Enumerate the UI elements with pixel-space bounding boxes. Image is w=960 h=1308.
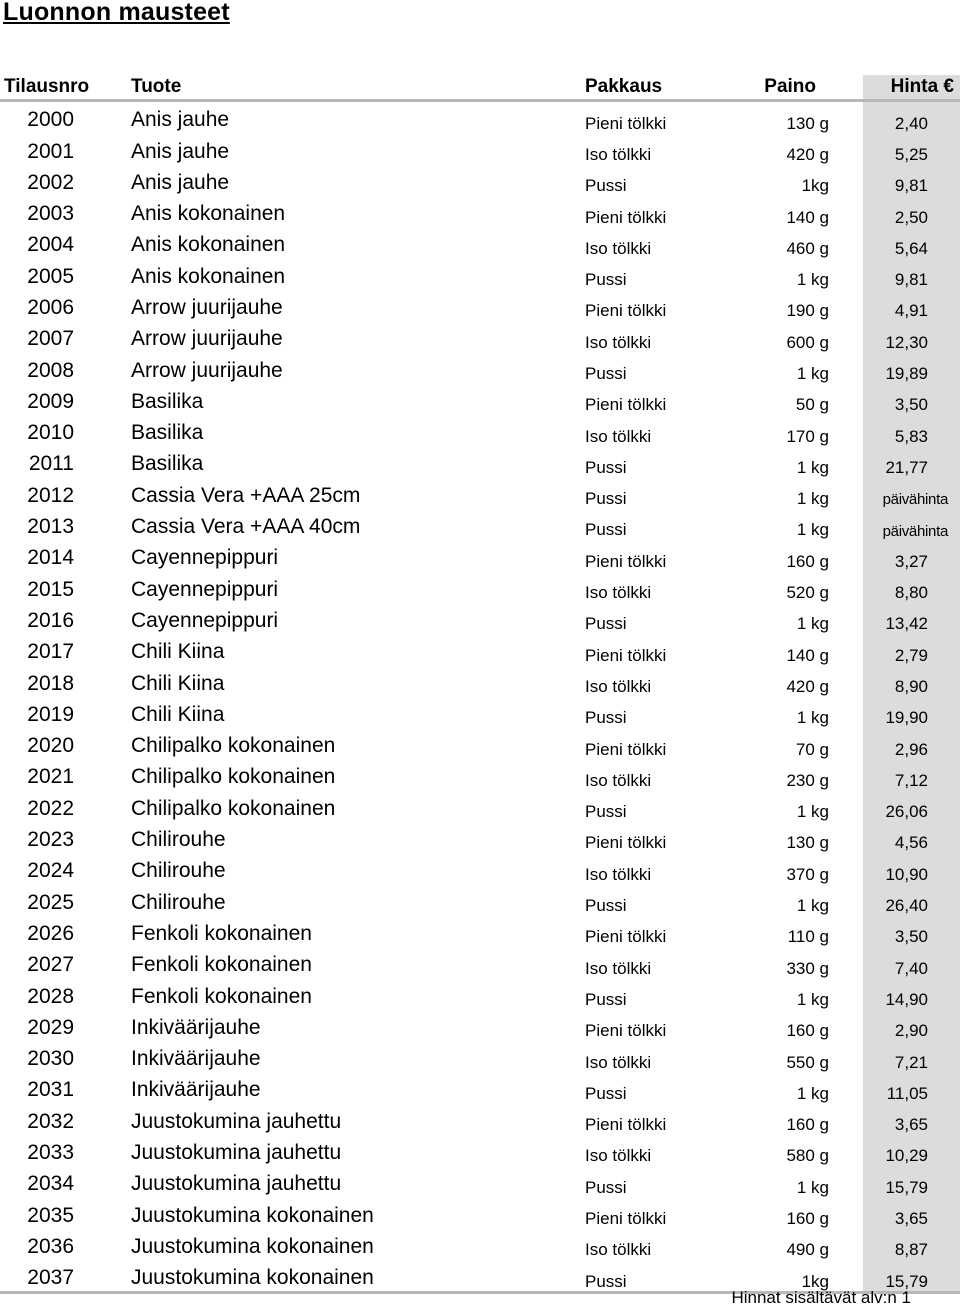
table-row <box>0 446 960 477</box>
weight-cell: 490 g <box>786 1240 829 1260</box>
price-cell: 14,90 <box>863 978 960 1009</box>
weight-cell: 1 kg <box>796 708 829 728</box>
table-row <box>0 1104 960 1135</box>
package-cell: Pieni tölkki <box>585 645 667 665</box>
order-no-cell: 2010 <box>27 421 74 445</box>
price-cell: 4,56 <box>863 822 960 853</box>
table-row <box>0 634 960 665</box>
product-cell: Cayennepippuri <box>131 546 279 570</box>
table-row <box>0 415 960 446</box>
weight-cell: 1kg <box>735 1260 863 1293</box>
price-cell: 8,87 <box>863 1229 960 1260</box>
header-product: Tuote <box>129 75 583 101</box>
weight-cell: 160 g <box>786 1209 829 1228</box>
weight-cell: 130 g <box>786 113 829 133</box>
product-cell: Juustokumina jauhettu <box>131 1109 342 1133</box>
price-cell: 19,89 <box>863 352 960 383</box>
price-cell: päivähinta <box>863 509 960 540</box>
package-cell: Pieni tölkki <box>585 207 667 227</box>
package-cell: Iso tölkki <box>585 238 652 258</box>
package-cell: Iso tölkki <box>585 1146 652 1166</box>
price-cell: 3,27 <box>863 540 960 571</box>
table-row <box>0 352 960 383</box>
header-order-no: Tilausnro <box>0 75 129 101</box>
table-row <box>0 1010 960 1041</box>
product-cell: Juustokumina jauhettu <box>131 1141 342 1164</box>
order-no-cell: 2004 <box>27 233 74 257</box>
price-cell: 7,12 <box>863 759 960 790</box>
order-no-cell: 2019 <box>27 702 74 726</box>
table-row <box>0 947 960 978</box>
package-cell: Pieni tölkki <box>585 739 667 759</box>
product-cell: Anis kokonainen <box>131 264 286 288</box>
table-row <box>0 258 960 289</box>
table-row <box>0 540 960 571</box>
weight-cell: 190 g <box>786 301 829 321</box>
order-no-cell: 2017 <box>27 640 74 664</box>
price-cell: 2,40 <box>863 101 960 134</box>
weight-cell: 1 kg <box>796 457 829 477</box>
vat-note: Hinnat sisältävät alv:n 1 <box>731 1288 911 1307</box>
order-no-cell: 2024 <box>27 859 74 883</box>
package-cell: Iso tölkki <box>585 958 652 978</box>
table-row <box>0 791 960 822</box>
package-cell: Pieni tölkki <box>585 1115 667 1135</box>
order-no-cell: 2036 <box>27 1234 74 1258</box>
price-cell: 7,21 <box>863 1041 960 1072</box>
package-cell: Iso tölkki <box>585 864 652 884</box>
weight-cell: 50 g <box>795 395 829 415</box>
order-no-cell: 2016 <box>27 608 74 632</box>
table-row <box>0 384 960 415</box>
price-cell: 3,50 <box>863 384 960 415</box>
package-cell: Pussi <box>585 1177 627 1197</box>
product-cell: Anis kokonainen <box>131 233 286 257</box>
weight-cell: 460 g <box>786 238 829 258</box>
table-row <box>0 227 960 258</box>
weight-cell: 110 g <box>787 927 829 947</box>
product-cell: Basilika <box>131 452 204 476</box>
table-row <box>0 1166 960 1197</box>
product-cell: Fenkoli kokonainen <box>131 921 312 945</box>
product-cell: Arrow juurijauhe <box>131 358 283 382</box>
order-no-cell: 2002 <box>27 170 74 194</box>
product-cell: Chilipalko kokonainen <box>131 796 336 820</box>
order-no-cell: 2026 <box>27 921 74 945</box>
order-no-cell: 2023 <box>27 828 74 852</box>
order-no-cell: 2000 <box>27 108 74 132</box>
weight-cell: 550 g <box>786 1052 829 1072</box>
price-cell: 10,29 <box>863 1135 960 1166</box>
price-cell: 8,80 <box>863 571 960 602</box>
product-cell: Inkiväärijauhe <box>131 1047 261 1071</box>
order-no-cell: 2018 <box>27 671 74 695</box>
table-row <box>0 603 960 634</box>
package-cell: Pieni tölkki <box>585 301 667 321</box>
package-cell: Pussi <box>585 989 627 1009</box>
order-no-cell: 2027 <box>27 953 74 977</box>
price-cell: 9,81 <box>863 258 960 289</box>
order-no-cell: 2011 <box>28 452 74 476</box>
weight-cell: 520 g <box>786 583 829 603</box>
table-row <box>0 133 960 164</box>
price-cell: 13,42 <box>863 603 960 634</box>
product-cell: Inkiväärijauhe <box>131 1015 261 1039</box>
package-cell: Pussi <box>585 896 627 916</box>
price-cell: 26,40 <box>863 884 960 915</box>
package-cell: Pussi <box>585 520 627 540</box>
product-cell: Chilipalko kokonainen <box>131 765 336 789</box>
order-no-cell: 2001 <box>27 139 74 163</box>
product-cell: Cassia Vera +AAA 40cm <box>131 515 361 539</box>
product-cell: Chilirouhe <box>131 828 226 852</box>
weight-cell: 160 g <box>786 551 829 571</box>
package-cell: Pussi <box>585 614 627 634</box>
order-no-cell: 2013 <box>27 515 74 539</box>
product-cell: Chili Kiina <box>131 671 225 695</box>
table-row <box>0 1041 960 1072</box>
order-no-cell: 2015 <box>27 577 74 601</box>
product-cell: Anis jauhe <box>131 139 230 163</box>
table-row <box>0 665 960 696</box>
product-cell: Chilirouhe <box>131 890 226 914</box>
price-table <box>0 75 960 1294</box>
table-row <box>0 196 960 227</box>
price-cell: 5,64 <box>863 227 960 258</box>
weight-cell: 130 g <box>786 833 829 853</box>
weight-cell: 1 kg <box>796 489 829 509</box>
weight-cell: 580 g <box>786 1146 829 1166</box>
order-no-cell: 2008 <box>27 358 74 382</box>
package-cell: Pieni tölkki <box>585 1021 667 1041</box>
price-cell: 19,90 <box>863 697 960 728</box>
price-cell: 11,05 <box>863 1072 960 1103</box>
order-no-cell: 2032 <box>27 1109 74 1133</box>
page-title: Luonnon mausteet <box>3 0 230 26</box>
package-cell: Pieni tölkki <box>585 1209 667 1228</box>
table-row <box>0 697 960 728</box>
weight-cell: 370 g <box>786 864 829 884</box>
order-no-cell: 2014 <box>27 546 74 570</box>
price-cell: 9,81 <box>863 165 960 196</box>
header-weight: Paino <box>735 75 863 101</box>
product-cell: Juustokumina kokonainen <box>131 1234 374 1258</box>
weight-cell: 1 kg <box>796 1083 829 1103</box>
table-row <box>0 916 960 947</box>
package-cell: Pussi <box>585 708 627 728</box>
price-cell: 8,90 <box>863 665 960 696</box>
price-cell: 3,50 <box>863 916 960 947</box>
weight-cell: 1 kg <box>796 802 829 822</box>
price-cell: 12,30 <box>863 321 960 352</box>
package-cell: Pussi <box>585 1083 627 1103</box>
table-row <box>0 978 960 1009</box>
product-cell: Arrow juurijauhe <box>131 295 283 319</box>
package-cell: Iso tölkki <box>585 583 652 603</box>
header-package: Pakkaus <box>583 75 735 101</box>
product-cell: Inkiväärijauhe <box>131 1078 261 1102</box>
product-cell: Anis kokonainen <box>131 202 286 226</box>
package-cell: Pieni tölkki <box>585 927 667 947</box>
table-header-row <box>0 75 960 101</box>
price-cell: 2,96 <box>863 728 960 759</box>
order-no-cell: 2034 <box>27 1172 74 1196</box>
price-cell: 10,90 <box>863 853 960 884</box>
package-cell: Iso tölkki <box>585 676 652 696</box>
table-row <box>0 1072 960 1103</box>
price-cell: 21,77 <box>863 446 960 477</box>
package-cell: Iso tölkki <box>585 332 652 352</box>
table-row <box>0 1197 960 1228</box>
product-cell: Fenkoli kokonainen <box>131 953 312 977</box>
order-no-cell: 2028 <box>27 984 74 1008</box>
weight-cell: 230 g <box>786 770 829 790</box>
product-cell: Fenkoli kokonainen <box>131 984 312 1008</box>
order-no-cell: 2033 <box>27 1141 74 1164</box>
order-no-cell: 2025 <box>27 890 74 914</box>
weight-cell: 1kg <box>801 176 829 196</box>
package-cell: Pussi <box>585 489 627 509</box>
order-no-cell: 2030 <box>27 1047 74 1071</box>
weight-cell: 70 g <box>795 739 829 759</box>
weight-cell: 160 g <box>786 1021 829 1041</box>
price-cell: 5,83 <box>863 415 960 446</box>
package-cell: Pussi <box>585 802 627 822</box>
order-no-cell: 2007 <box>27 327 74 351</box>
price-cell: 4,91 <box>863 290 960 321</box>
product-cell: Arrow juurijauhe <box>131 327 283 351</box>
table-row <box>0 1135 960 1166</box>
product-cell: Juustokumina kokonainen <box>131 1203 374 1227</box>
weight-cell: 1 kg <box>796 614 829 634</box>
order-no-cell: 2005 <box>27 264 74 288</box>
package-cell: Pussi <box>585 363 627 383</box>
table-row <box>0 884 960 915</box>
package-cell: Pussi <box>585 457 627 477</box>
package-cell: Pussi <box>583 1260 735 1293</box>
order-no-cell: 2035 <box>27 1203 74 1227</box>
table-body <box>0 101 960 1293</box>
table-row <box>0 571 960 602</box>
order-no-cell: 2022 <box>27 796 74 820</box>
order-no-cell: 2020 <box>27 734 74 758</box>
weight-cell: 1 kg <box>796 270 829 290</box>
table-row <box>0 759 960 790</box>
price-cell: 2,50 <box>863 196 960 227</box>
package-cell: Pieni tölkki <box>585 551 667 571</box>
order-no-cell: 2021 <box>27 765 74 789</box>
product-cell: Chili Kiina <box>131 640 225 664</box>
package-cell: Pieni tölkki <box>585 833 667 853</box>
package-cell: Iso tölkki <box>585 426 652 446</box>
order-no-cell: 2003 <box>27 202 74 226</box>
header-price: Hinta € <box>863 75 960 101</box>
weight-cell: 1 kg <box>796 1177 829 1197</box>
weight-cell: 1 kg <box>796 896 829 916</box>
order-no-cell: 2037 <box>0 1260 129 1293</box>
order-no-cell: 2029 <box>27 1015 74 1039</box>
product-cell: Juustokumina jauhettu <box>131 1172 342 1196</box>
table-row <box>0 101 960 134</box>
product-cell: Basilika <box>131 389 204 413</box>
product-cell: Cassia Vera +AAA 25cm <box>131 483 361 507</box>
package-cell: Pussi <box>585 176 627 196</box>
table-row <box>0 321 960 352</box>
package-cell: Pieni tölkki <box>585 113 667 133</box>
price-cell: 2,79 <box>863 634 960 665</box>
weight-cell: 140 g <box>786 207 829 227</box>
table-row <box>0 290 960 321</box>
price-cell: 5,25 <box>863 133 960 164</box>
order-no-cell: 2031 <box>27 1078 74 1102</box>
weight-cell: 160 g <box>786 1115 829 1135</box>
weight-cell: 170 g <box>786 426 829 446</box>
order-no-cell: 2006 <box>27 295 74 319</box>
table-row <box>0 478 960 509</box>
order-no-cell: 2009 <box>27 389 74 413</box>
weight-cell: 1 kg <box>796 989 829 1009</box>
table-row <box>0 728 960 759</box>
table-row <box>0 509 960 540</box>
weight-cell: 1 kg <box>796 520 829 540</box>
product-cell: Cayennepippuri <box>131 608 279 632</box>
product-cell: Cayennepippuri <box>131 577 279 601</box>
product-cell: Basilika <box>131 421 204 445</box>
table-row <box>0 165 960 196</box>
package-cell: Pieni tölkki <box>585 395 667 415</box>
weight-cell: 1 kg <box>796 363 829 383</box>
weight-cell: 140 g <box>786 645 829 665</box>
package-cell: Pussi <box>585 270 627 290</box>
package-cell: Iso tölkki <box>585 144 652 164</box>
table-row <box>0 853 960 884</box>
table-row <box>0 1229 960 1260</box>
price-cell: päivähinta <box>863 478 960 509</box>
product-cell: Chili Kiina <box>131 702 225 726</box>
weight-cell: 420 g <box>786 676 829 696</box>
package-cell: Iso tölkki <box>585 1052 652 1072</box>
price-cell: 3,65 <box>863 1104 960 1135</box>
price-cell: 15,79 <box>863 1166 960 1197</box>
weight-cell: 330 g <box>786 958 829 978</box>
price-cell: 7,40 <box>863 947 960 978</box>
product-cell: Juustokumina kokonainen <box>129 1260 583 1293</box>
price-cell: 15,79 <box>863 1260 960 1293</box>
table-row <box>0 822 960 853</box>
package-cell: Iso tölkki <box>585 770 652 790</box>
price-cell: 2,90 <box>863 1010 960 1041</box>
package-cell: Iso tölkki <box>585 1240 652 1260</box>
price-cell: 3,65 <box>863 1197 960 1228</box>
product-cell: Anis jauhe <box>131 170 230 194</box>
product-cell: Anis jauhe <box>131 108 230 132</box>
weight-cell: 420 g <box>786 144 829 164</box>
product-cell: Chilipalko kokonainen <box>131 734 336 758</box>
weight-cell: 600 g <box>786 332 829 352</box>
price-cell: 26,06 <box>863 791 960 822</box>
product-cell: Chilirouhe <box>131 859 226 883</box>
order-no-cell: 2012 <box>27 483 74 507</box>
